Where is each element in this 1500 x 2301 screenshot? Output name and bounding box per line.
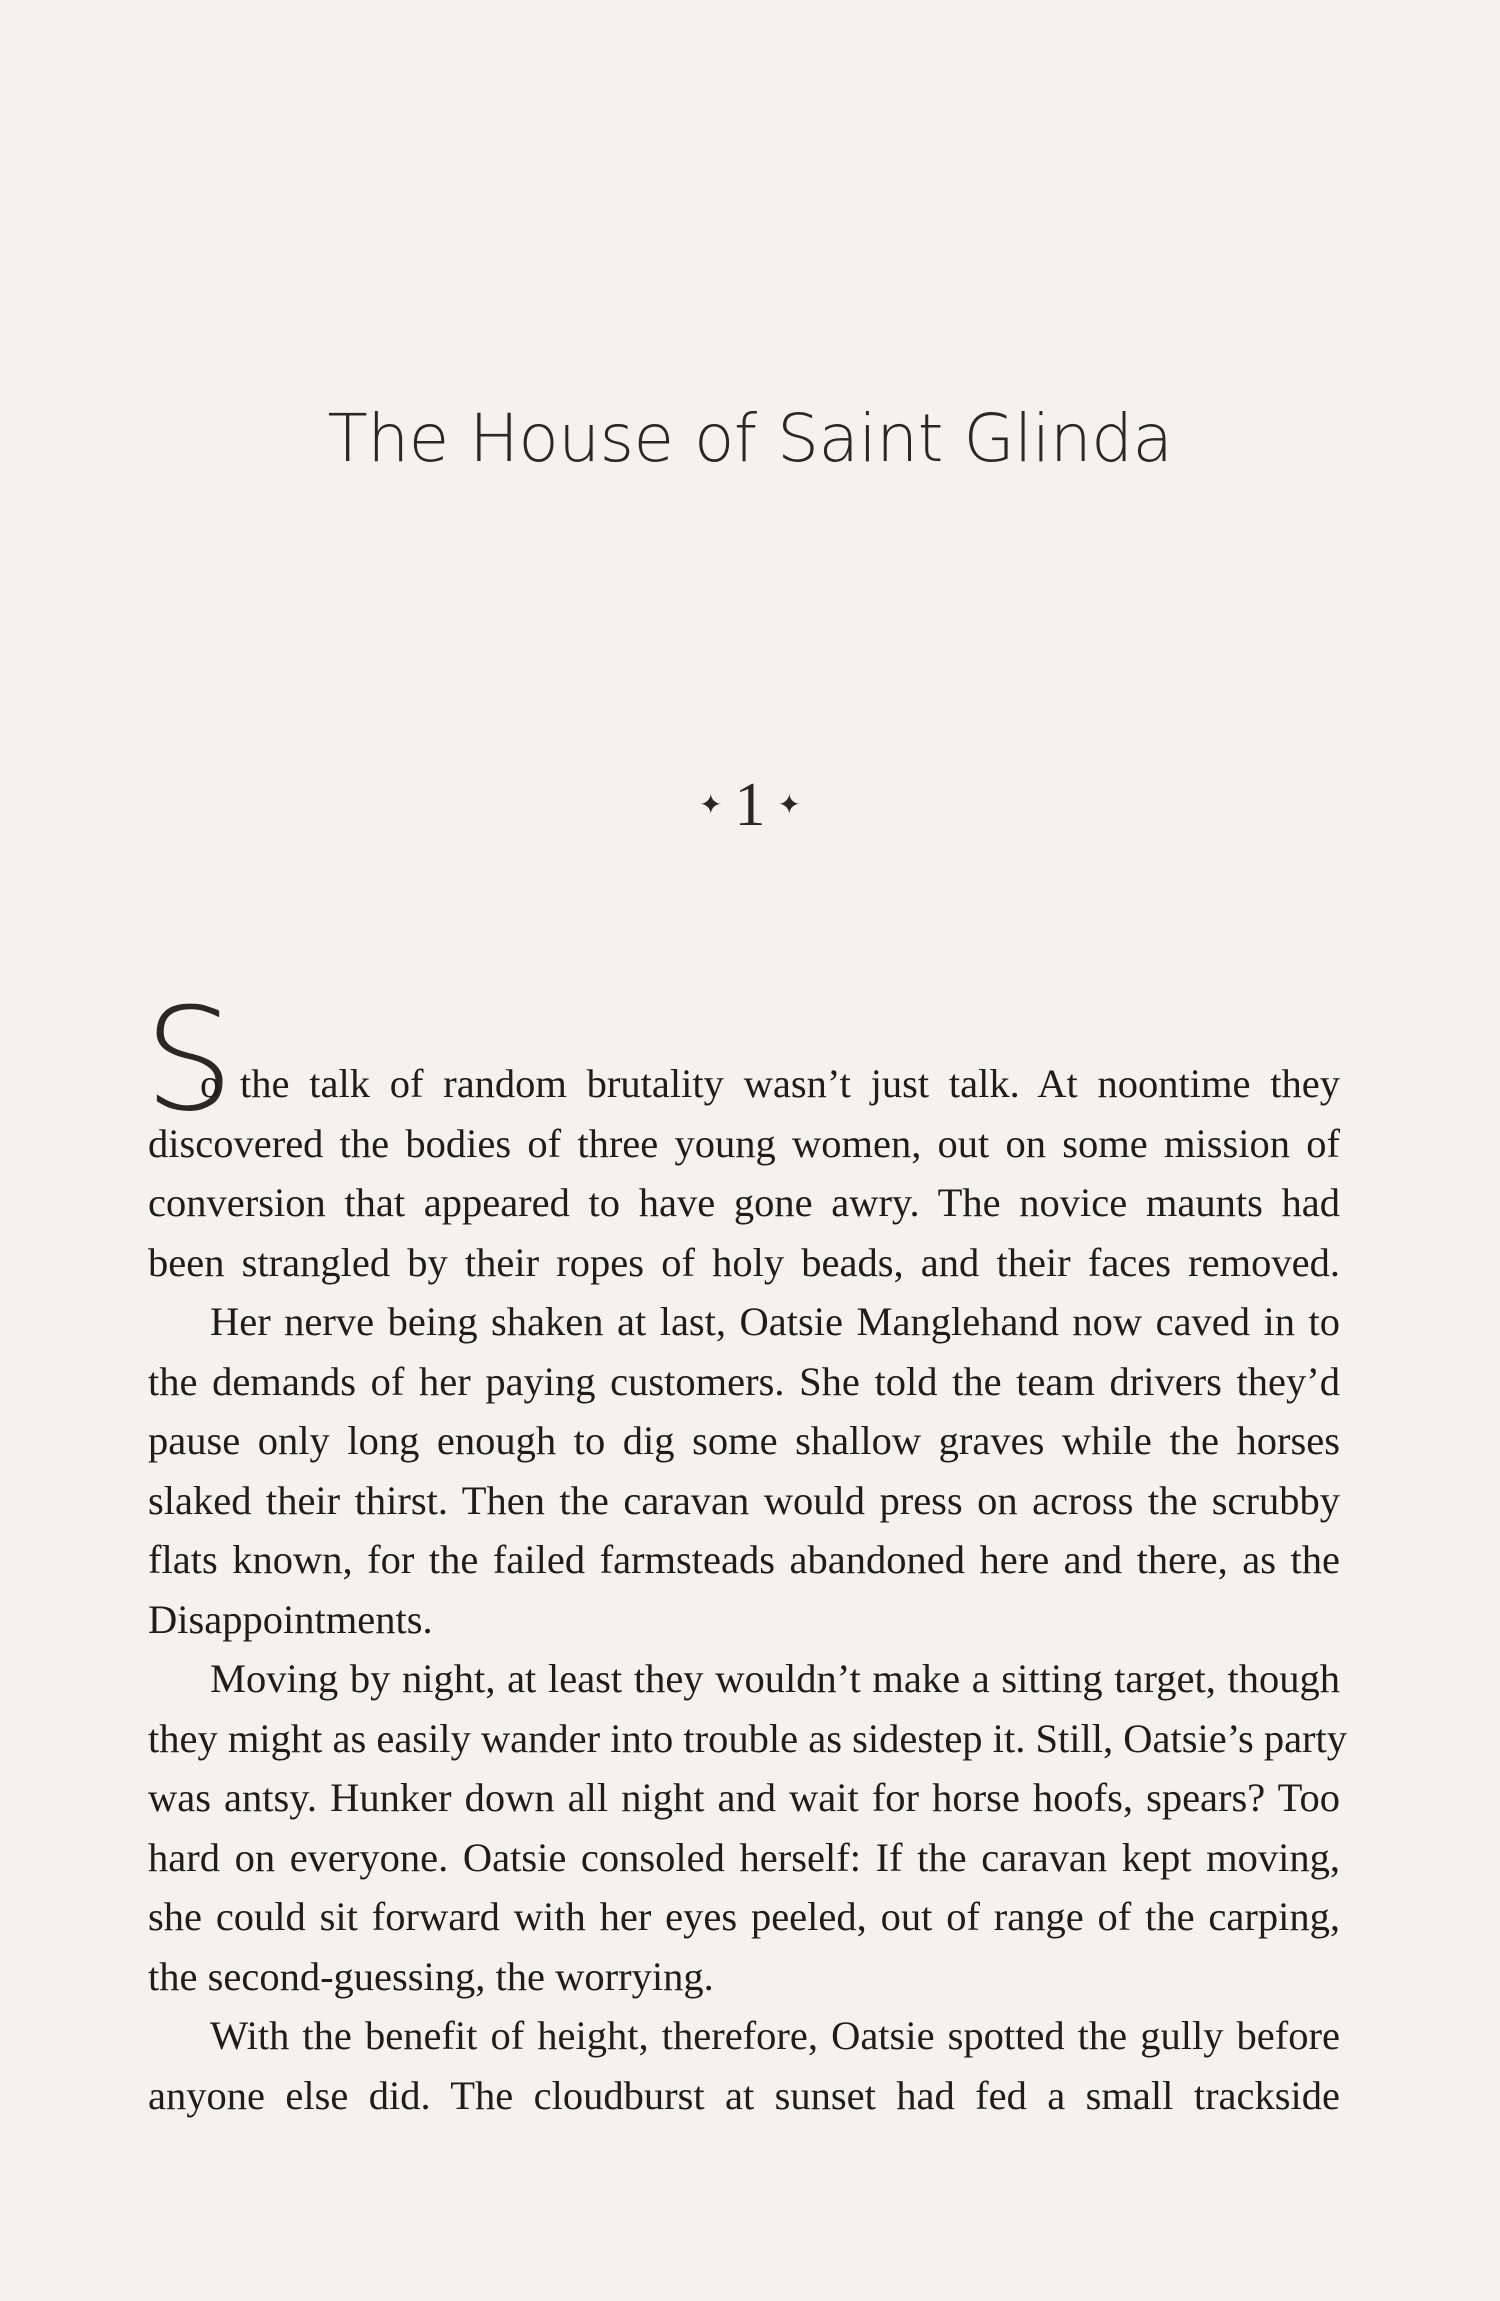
text-line: With the benefit of height, therefore, Oatsie spotted the gully before: [210, 2013, 1340, 2058]
text-line: Disappointments.: [148, 1596, 433, 1642]
text-line: hard on everyone. Oatsie consoled herself: If the caravan kept moving,: [148, 1834, 1340, 1880]
text-line: Her nerve being shaken at last, Oatsie Manglehand now caved in to: [210, 1299, 1340, 1344]
text-line: Moving by night, at least they wouldn’t make a sitting target, though: [210, 1656, 1340, 1701]
chapter-title: The House of Saint Glinda: [327, 400, 1173, 477]
text-line: pause only long enough to dig some shallow graves while the horses: [148, 1418, 1340, 1463]
text-line: o the talk of random brutality wasn’t just talk. At noontime they: [200, 1061, 1340, 1106]
text-line: they might as easily wander into trouble as sidestep it. Still, Oatsie’s party: [148, 1715, 1348, 1761]
chapter-number-value: 1: [734, 771, 766, 839]
text-line: been strangled by their ropes of holy beads, and their faces removed.: [148, 1239, 1340, 1285]
text-line: was antsy. Hunker down all night and wait for horse hoofs, spears? Too: [148, 1775, 1340, 1820]
drop-cap: S: [144, 978, 235, 1143]
ornament-left-icon: ✦: [699, 789, 723, 821]
text-line: conversion that appeared to have gone awry. The novice maunts had: [148, 1180, 1340, 1225]
text-line: flats known, for the failed farmsteads abandoned here and there, as the: [148, 1537, 1340, 1582]
chapter-number: [0, 770, 1500, 841]
text-line: slaked their thirst. Then the caravan would press on across the scrubby: [148, 1477, 1340, 1523]
text-line: the second-guessing, the worrying.: [148, 1953, 714, 1999]
text-line: she could sit forward with her eyes peeled, out of range of the carping,: [148, 1894, 1340, 1939]
ornament-right-icon: ✦: [777, 789, 801, 821]
body-text: [148, 1054, 1348, 2125]
text-line: anyone else did. The cloudburst at sunset had fed a small trackside: [148, 2072, 1340, 2118]
text-line: the demands of her paying customers. She told the team drivers they’d: [148, 1358, 1340, 1404]
text-line: discovered the bodies of three young women, out on some mission of: [148, 1120, 1340, 1166]
